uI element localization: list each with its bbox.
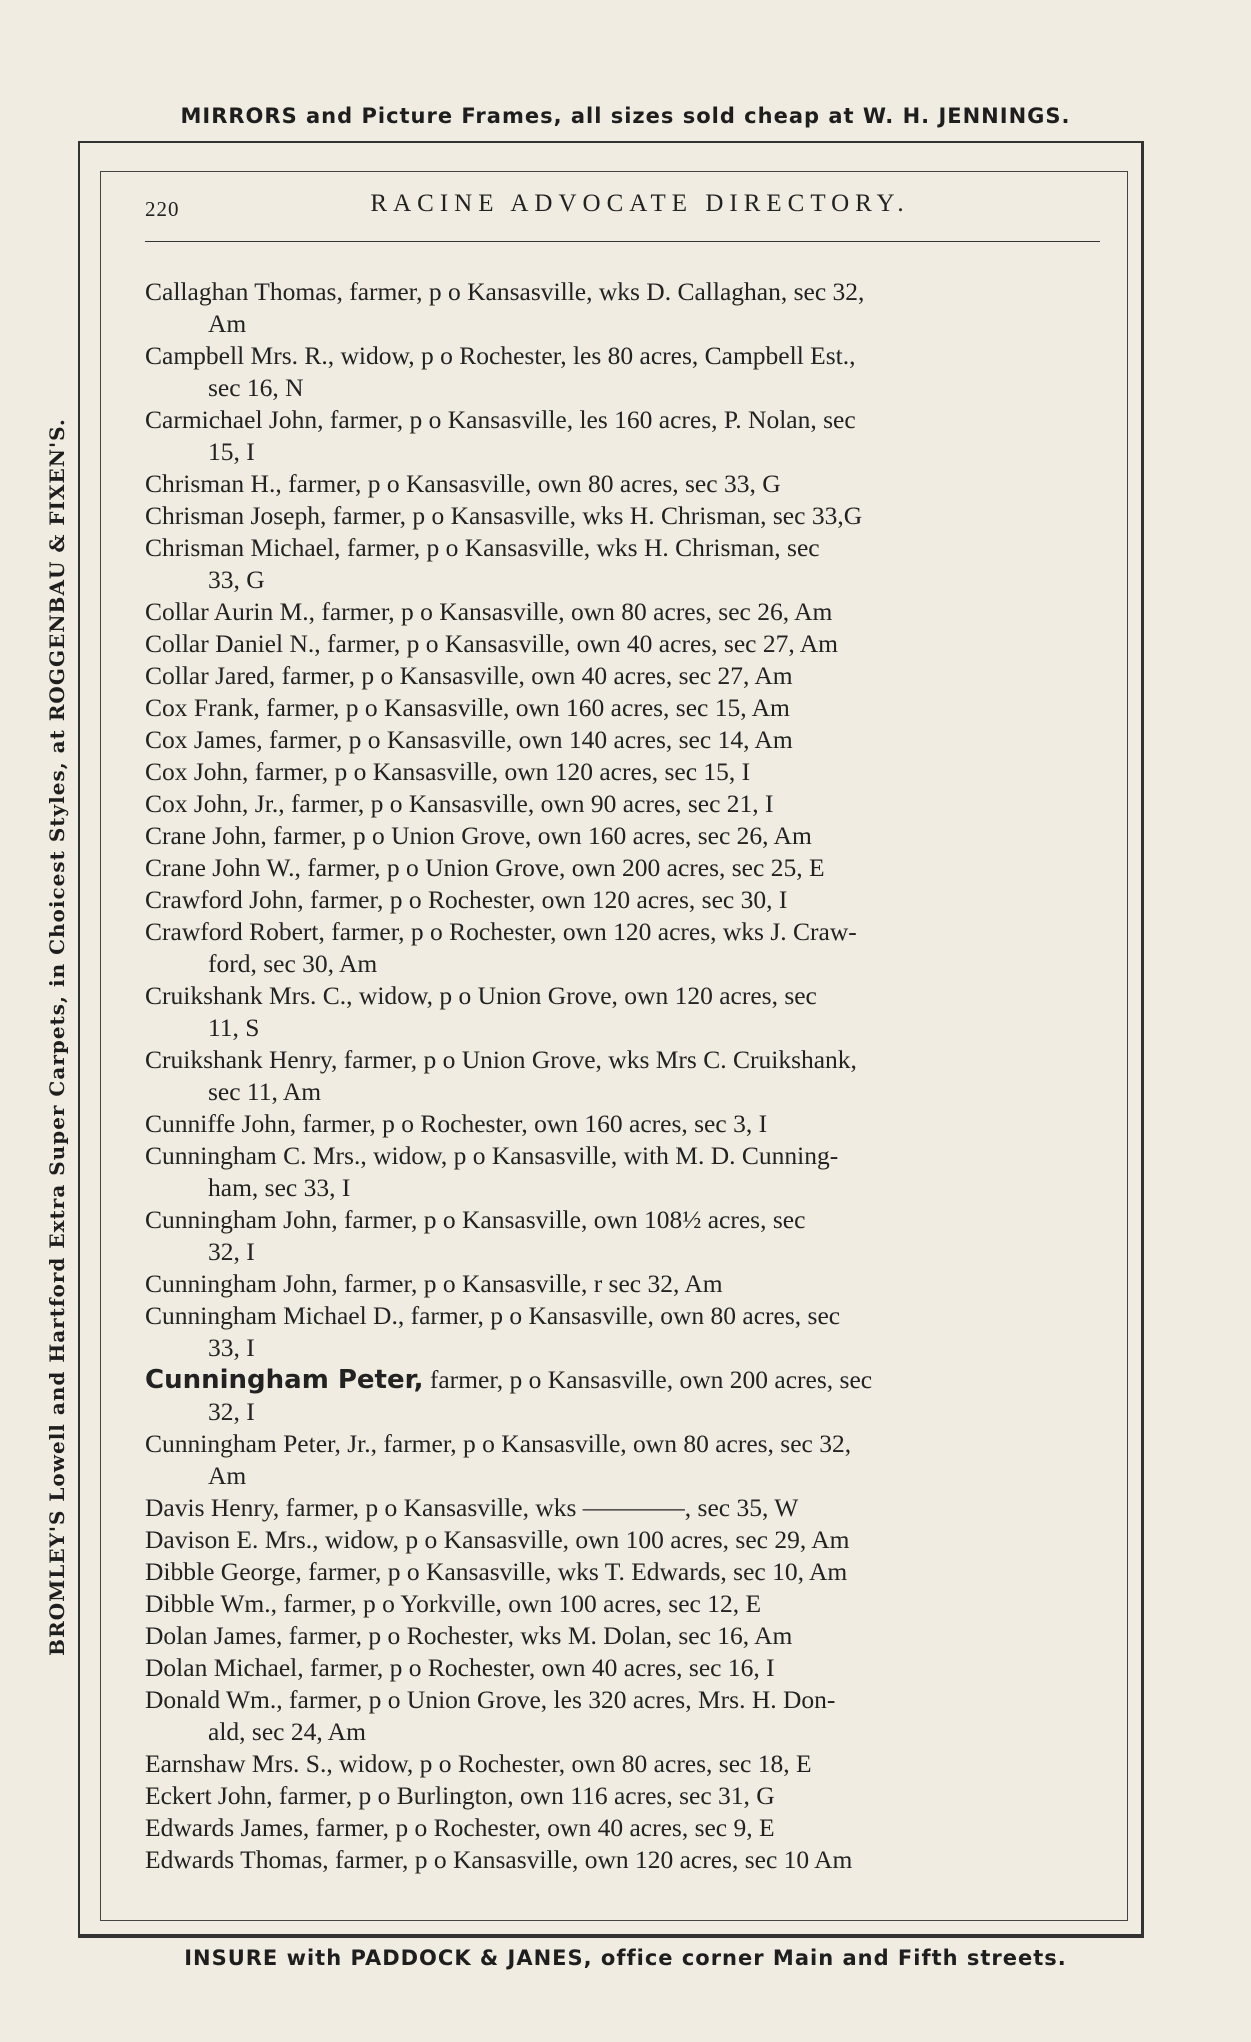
entry-line: Dibble Wm., farmer, p o Yorkville, own 100 acres, sec 12, E <box>145 1589 762 1618</box>
entry-line: Chrisman Joseph, farmer, p o Kansasville, wks H. Chrisman, sec 33,G <box>145 501 863 530</box>
entry-line: Cunningham Peter, Jr., farmer, p o Kansasville, own 80 acres, sec 32, <box>145 1429 852 1458</box>
directory-entry <box>145 1588 1100 1620</box>
entry-continuation: ford, sec 30, Am <box>208 949 378 978</box>
entry-continuation: ald, sec 24, Am <box>208 1717 366 1746</box>
directory-entry <box>145 1748 1100 1780</box>
directory-entry <box>145 1652 1100 1684</box>
bottom-advertisement: INSURE with PADDOCK & JANES, office corner Main and Fifth streets. <box>184 1946 1067 1970</box>
directory-entry <box>145 468 1100 500</box>
entry-line: Eckert John, farmer, p o Burlington, own 116 acres, sec 31, G <box>145 1781 775 1810</box>
entry-bold-name: Cunningham Peter, <box>145 1365 424 1395</box>
entry-text: farmer, p o Kansasville, own 200 acres, sec <box>423 1365 873 1394</box>
entry-continuation: 32, I <box>208 1237 255 1266</box>
entry-line: Chrisman H., farmer, p o Kansasville, own 80 acres, sec 33, G <box>145 469 781 498</box>
directory-entry <box>145 1300 1100 1364</box>
directory-entry <box>145 1108 1100 1140</box>
entry-line: Cruikshank Mrs. C., widow, p o Union Grove, own 120 acres, sec <box>145 981 817 1010</box>
entry-line: Cunningham John, farmer, p o Kansasville, r sec 32, Am <box>145 1269 723 1298</box>
entry-line: Crawford John, farmer, p o Rochester, own 120 acres, sec 30, I <box>145 885 788 914</box>
directory-entry <box>145 500 1100 532</box>
entry-line: Callaghan Thomas, farmer, p o Kansasville, wks D. Callaghan, sec 32, <box>145 277 865 306</box>
directory-entry <box>145 660 1100 692</box>
directory-entry <box>145 724 1100 756</box>
entry-line: Edwards Thomas, farmer, p o Kansasville, own 120 acres, sec 10 Am <box>145 1845 853 1874</box>
directory-entry <box>145 1620 1100 1652</box>
directory-entry <box>145 1204 1100 1268</box>
directory-entry <box>145 1268 1100 1300</box>
entry-continuation: 33, G <box>208 565 265 594</box>
entry-line: Dolan James, farmer, p o Rochester, wks M. Dolan, sec 16, Am <box>145 1621 793 1650</box>
entry-line: Chrisman Michael, farmer, p o Kansasville, wks H. Chrisman, sec <box>145 533 820 562</box>
page-number: 220 <box>145 197 180 221</box>
directory-entry <box>145 852 1100 884</box>
running-head: RACINE ADVOCATE DIRECTORY. <box>370 190 910 217</box>
directory-entry <box>145 1844 1100 1876</box>
entry-continuation: sec 11, Am <box>208 1077 322 1106</box>
entry-line: Carmichael John, farmer, p o Kansasville, les 160 acres, P. Nolan, sec <box>145 405 856 434</box>
entry-line: Cunningham C. Mrs., widow, p o Kansasville, with M. D. Cunning- <box>145 1141 839 1170</box>
entry-line: Earnshaw Mrs. S., widow, p o Rochester, own 80 acres, sec 18, E <box>145 1749 812 1778</box>
directory-entry <box>145 340 1100 404</box>
directory-entry <box>145 1044 1100 1108</box>
directory-entry <box>145 276 1100 340</box>
entry-line: Collar Aurin M., farmer, p o Kansasville, own 80 acres, sec 26, Am <box>145 597 833 626</box>
entry-line: Crane John, farmer, p o Union Grove, own 160 acres, sec 26, Am <box>145 821 812 850</box>
directory-entry <box>145 820 1100 852</box>
entry-continuation: 33, I <box>208 1333 255 1362</box>
entry-continuation: ham, sec 33, I <box>208 1173 351 1202</box>
entry-line: Crawford Robert, farmer, p o Rochester, own 120 acres, wks J. Craw- <box>145 917 857 946</box>
entry-line: Cox Frank, farmer, p o Kansasville, own 160 acres, sec 15, Am <box>145 693 790 722</box>
entry-line: Davison E. Mrs., widow, p o Kansasville, own 100 acres, sec 29, Am <box>145 1525 850 1554</box>
directory-entry <box>145 1556 1100 1588</box>
directory-entry <box>145 1812 1100 1844</box>
entry-line: Davis Henry, farmer, p o Kansasville, wks ————, sec 35, W <box>145 1493 799 1522</box>
entry-line: Edwards James, farmer, p o Rochester, own 40 acres, sec 9, E <box>145 1813 775 1842</box>
entry-line: Collar Jared, farmer, p o Kansasville, own 40 acres, sec 27, Am <box>145 661 793 690</box>
entry-line: Dolan Michael, farmer, p o Rochester, own 40 acres, sec 16, I <box>145 1653 775 1682</box>
directory-entry <box>145 884 1100 916</box>
directory-entry <box>145 628 1100 660</box>
directory-entry <box>145 1780 1100 1812</box>
directory-entry <box>145 404 1100 468</box>
side-advertisement: BROMLEY'S Lowell and Hartford Extra Super Carpets, in Choicest Styles, at ROGGENBAU & FIXEN'S. <box>45 418 69 1656</box>
directory-entry <box>145 532 1100 596</box>
directory-entry <box>145 1428 1100 1492</box>
entry-line: Cruikshank Henry, farmer, p o Union Grove, wks Mrs C. Cruikshank, <box>145 1045 857 1074</box>
entry-line: Donald Wm., farmer, p o Union Grove, les 320 acres, Mrs. H. Don- <box>145 1685 836 1714</box>
directory-entry <box>145 1492 1100 1524</box>
directory-entries <box>145 276 1100 1876</box>
entry-line: Cox James, farmer, p o Kansasville, own 140 acres, sec 14, Am <box>145 725 793 754</box>
entry-continuation: 15, I <box>208 437 255 466</box>
top-advertisement: MIRRORS and Picture Frames, all sizes sold cheap at W. H. JENNINGS. <box>180 104 1071 128</box>
entry-continuation: sec 16, N <box>208 373 304 402</box>
directory-entry <box>145 916 1100 980</box>
directory-entry <box>145 1140 1100 1204</box>
entry-line: Campbell Mrs. R., widow, p o Rochester, les 80 acres, Campbell Est., <box>145 341 856 370</box>
entry-line: Cunningham Michael D., farmer, p o Kansasville, own 80 acres, sec <box>145 1301 841 1330</box>
entry-line: Cunniffe John, farmer, p o Rochester, own 160 acres, sec 3, I <box>145 1109 768 1138</box>
directory-entry <box>145 980 1100 1044</box>
directory-entry <box>145 692 1100 724</box>
entry-line: Collar Daniel N., farmer, p o Kansasville, own 40 acres, sec 27, Am <box>145 629 838 658</box>
directory-entry <box>145 596 1100 628</box>
entry-line: Crane John W., farmer, p o Union Grove, own 200 acres, sec 25, E <box>145 853 825 882</box>
entry-line: Cunningham John, farmer, p o Kansasville, own 108½ acres, sec <box>145 1205 806 1234</box>
entry-line: Dibble George, farmer, p o Kansasville, wks T. Edwards, sec 10, Am <box>145 1557 848 1586</box>
entry-continuation: 32, I <box>208 1397 255 1426</box>
entry-continuation: Am <box>208 309 247 338</box>
entry-line <box>145 1364 1100 1396</box>
entry-line: Cox John, farmer, p o Kansasville, own 120 acres, sec 15, I <box>145 757 751 786</box>
directory-entry <box>145 1364 1100 1428</box>
header-rule <box>145 241 1100 242</box>
directory-entry <box>145 1524 1100 1556</box>
entry-continuation: Am <box>208 1461 247 1490</box>
directory-entry <box>145 1684 1100 1748</box>
entry-line: Cox John, Jr., farmer, p o Kansasville, own 90 acres, sec 21, I <box>145 789 774 818</box>
directory-entry <box>145 788 1100 820</box>
directory-entry <box>145 756 1100 788</box>
entry-continuation: 11, S <box>208 1013 260 1042</box>
